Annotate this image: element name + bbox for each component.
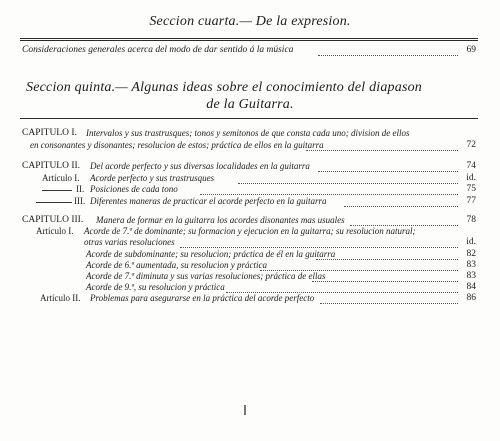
divider [20,118,478,119]
leader-dots [318,171,458,172]
article-label: Artículo I. [42,173,80,183]
chapter-2-text: Del acorde perfecto y sus diversas localidades en la guitarra [90,161,310,171]
chapter-1-text-cont: en consonantes y disonantes; resolucion de estos; práctica de ellos en la guitarra [30,140,324,150]
article-text: Posiciones de cada tono [90,184,178,194]
page-number: 83 [466,260,476,270]
article-text: Diferentes maneras de practicar el acorde perfecto en la guitarra [90,196,327,206]
leader-dots [238,183,458,184]
leader-dots [180,247,458,248]
chapter-1-text: Intervalos y sus trastrusques; tonos y semitonos de que consta cada uno; division de ellos [86,128,410,138]
section-5-title-cont: de la Guitarra. [206,97,294,112]
section-4-title: Seccion cuarta.— De la expresion. [149,14,351,29]
page-number: 78 [466,215,476,225]
leader-dots [312,281,458,282]
divider [20,40,478,41]
chapter-3-label: CAPITULO III. [22,215,84,225]
subentry: Acorde de 9.ª, su resolucion y práctica [86,282,225,292]
article-label: Artículo II. [40,293,81,303]
chapter-3-text: Manera de formar en la guitarra los acordes disonantes mas usuales [96,215,345,225]
article-label: II. [76,184,85,194]
page-number: 84 [466,282,476,292]
page-number: 86 [466,293,476,303]
page-number: 83 [466,271,476,281]
subentry: Acorde de 7.ª diminuta y sus varias resoluciones; práctica de ellas [86,271,326,281]
subentry: Acorde de subdominante; su resolucion; práctica de él en la guitarra [86,249,336,259]
chapter-1-label: CAPITULO I. [22,128,77,138]
article-text: Problemas para asegurarse en la práctica del acorde perfecto [90,293,315,303]
page-number: 69 [466,45,476,55]
article-text: Acorde de 7.ª de dominante; su formacion y ejecucion en la guitarra; su resolucion natural; [84,226,416,236]
ornament-mark [244,405,246,415]
page-number: 77 [466,196,476,206]
subentry: Acorde de 6.ª aumentada, su resolucion y práctica [86,260,268,270]
page-number: 82 [466,249,476,259]
chapter-2-label: CAPITULO II. [22,161,81,171]
article-label: III. [74,196,86,206]
ditto-dash [36,202,72,203]
leader-dots [200,194,458,195]
article-label: Artículo I. [36,226,74,236]
leader-dots [344,206,458,207]
page-number: id. [466,173,476,183]
leader-dots [306,150,458,151]
ditto-dash [42,190,72,191]
divider [20,38,478,39]
leader-dots [320,303,458,304]
leader-dots [316,259,458,260]
page-number: 72 [466,140,476,150]
page-number: 74 [466,161,476,171]
leader-dots [318,55,458,56]
section-5-title: Seccion quinta.— Algunas ideas sobre el conocimiento del diapason [26,80,423,95]
page-number: id. [466,237,476,247]
article-text: Acorde perfecto y sus trastrusques [90,173,215,183]
page-number: 75 [466,184,476,194]
entry-s4: Consideraciones generales acerca del modo de dar sentido á la música [22,45,294,55]
article-text-cont: otras varias resoluciones [84,237,175,247]
